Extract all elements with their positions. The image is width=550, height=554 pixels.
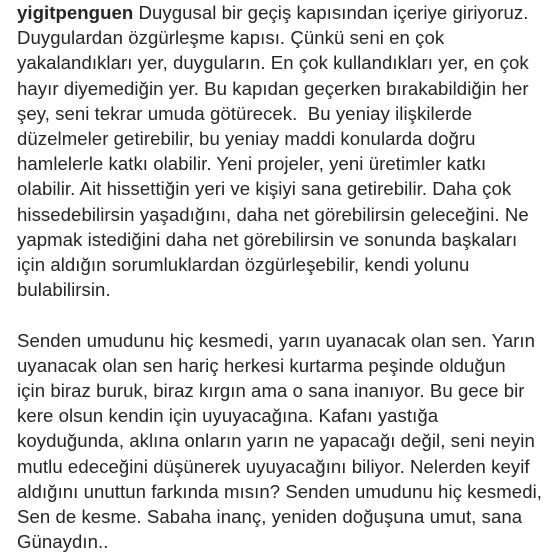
caption-line: koyduğunda, aklına onların yarın ne yapacağı değil, seni neyin <box>17 430 535 452</box>
caption-paragraph-2 <box>17 328 542 554</box>
post-caption <box>17 0 542 554</box>
caption-text: Duygusal bir geçiş kapısından içeriye giriyoruz. <box>133 2 529 23</box>
caption-line: bulabilirsin. <box>17 279 111 301</box>
caption-paragraph-1 <box>17 0 539 302</box>
caption-line: için biraz buruk, biraz kırgın ama o sana inanıyor. Bu gece bir <box>17 380 525 402</box>
caption-line: düzelmeler getirebilir, bu yeniay maddi konularda doğru <box>17 128 476 150</box>
caption-line: olabilir. Ait hissettiğin yeri ve kişiyi sana getirebilir. Daha çok <box>17 178 512 200</box>
caption-line: mutlu edeceğini düşünerek uyuyacağını biliyor. Nelerden keyif <box>17 455 530 477</box>
caption-line: uyanacak olan sen hariç herkesi kurtarma peşinde olduğun <box>17 354 506 376</box>
caption-line: Sen de kesme. Sabaha inanç, yeniden doğuşuna umut, sana <box>17 506 523 528</box>
caption-line: hayır diyemediğin yer. Bu kapıdan geçerken bırakabildiğin her <box>17 77 529 99</box>
username-link[interactable]: yigitpenguen <box>17 2 134 23</box>
caption-line: yapmak istediğini daha net görebilirsin ve sonunda başkaları <box>17 228 518 250</box>
caption-line: hissedebilirsin yaşadığını, daha net görebilirsin geleceğini. Ne <box>17 203 529 225</box>
caption-line: kere olsun kendin için uyuyacağına. Kafanı yastığa <box>17 405 439 427</box>
caption-line: Duygulardan özgürleşme kapısı. Çünkü seni en çok <box>17 27 445 49</box>
caption-line: Günaydın.. <box>17 531 109 553</box>
caption-line: hamlelerle katkı olabilir. Yeni projeler, yeni üretimler katkı <box>17 153 487 175</box>
caption-line: için aldığın sorumluklardan özgürleşebilir, kendi yolunu <box>17 254 470 276</box>
caption-line: Senden umudunu hiç kesmedi, yarın uyanacak olan sen. Yarın <box>17 329 535 351</box>
caption-line <box>17 0 539 25</box>
caption-line: şey, seni tekrar umuda götürecek. Bu yeniay ilişkilerde <box>17 102 473 124</box>
caption-line: aldığını unuttun farkında mısın? Senden umudunu hiç kesmedi, <box>17 480 542 502</box>
caption-line: yakalandıkları yer, duyguların. En çok kullandıkları yer, en çok <box>17 52 529 74</box>
